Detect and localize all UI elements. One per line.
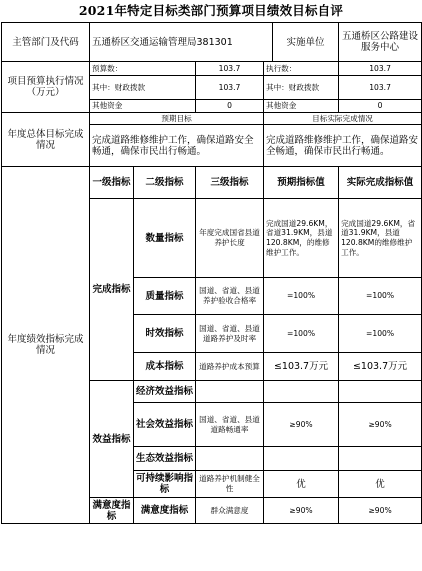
cost-lvl3: 道路养护成本预算 [196, 353, 264, 381]
actual-goal-header: 目标实际完成情况 [264, 113, 422, 125]
cost-expected: ≤103.7万元 [264, 353, 339, 381]
economic-actual [339, 381, 422, 403]
economic-lvl3 [196, 381, 264, 403]
timeliness-indicator: 时效指标 [134, 315, 196, 353]
quality-lvl3: 国道、省道、县道养护验收合格率 [196, 278, 264, 315]
quality-indicator: 质量指标 [134, 278, 196, 315]
fiscal-planned-value: 103.7 [196, 76, 264, 100]
other-executed-value: 0 [339, 100, 422, 113]
satisfaction-expected: ≥90% [264, 498, 339, 524]
ecological-expected [264, 447, 339, 471]
budget-label: 项目预算执行情况（万元） [2, 62, 90, 113]
dept-value: 五通桥区交通运输管理局381301 [90, 23, 273, 62]
actual-goal-text: 完成道路维修维护工作，确保道路安全畅通，确保市民出行畅通。 [264, 125, 422, 167]
impl-label: 实施单位 [273, 23, 339, 62]
self-evaluation-table [1, 22, 422, 524]
budget-planned-label: 预算数： [90, 62, 196, 76]
ecological-actual [339, 447, 422, 471]
header-level2: 二级指标 [134, 167, 196, 199]
sustainable-expected: 优 [264, 471, 339, 498]
quantity-indicator: 数量指标 [134, 199, 196, 278]
quality-expected: =100% [264, 278, 339, 315]
overall-label: 年度总体目标完成情况 [2, 113, 90, 167]
quantity-lvl3: 年度完成国省县道养护长度 [196, 199, 264, 278]
budget-planned-value: 103.7 [196, 62, 264, 76]
budget-executed-label: 执行数： [264, 62, 339, 76]
economic-expected [264, 381, 339, 403]
fiscal-executed-value: 103.7 [339, 76, 422, 100]
social-expected: ≥90% [264, 403, 339, 447]
cost-actual: ≤103.7万元 [339, 353, 422, 381]
dept-label: 主管部门及代码 [2, 23, 90, 62]
timeliness-expected: =100% [264, 315, 339, 353]
fiscal-planned-label: 其中：财政拨款 [90, 76, 196, 100]
expected-goal-text: 完成道路维修维护工作，确保道路安全畅通，确保市民出行畅通。 [90, 125, 264, 167]
sustainable-indicator: 可持续影响指标 [134, 471, 196, 498]
social-actual: ≥90% [339, 403, 422, 447]
expected-goal-header: 预期目标 [90, 113, 264, 125]
header-level1: 一级指标 [90, 167, 134, 199]
budget-executed-value: 103.7 [339, 62, 422, 76]
output-indicator-label: 完成指标 [90, 199, 134, 381]
header-expected-value: 预期指标值 [264, 167, 339, 199]
quality-actual: =100% [339, 278, 422, 315]
other-planned-value: 0 [196, 100, 264, 113]
ecological-indicator: 生态效益指标 [134, 447, 196, 471]
timeliness-actual: =100% [339, 315, 422, 353]
other-executed-label: 其他资金 [264, 100, 339, 113]
header-level3: 三级指标 [196, 167, 264, 199]
page-title: 2021年特定目标类部门预算项目绩效目标自评 [78, 3, 344, 18]
timeliness-lvl3: 国道、省道、县道道路养护及时率 [196, 315, 264, 353]
quantity-expected: 完成国道29.6KM，省道31.9KM，县道120.8KM，的维修维护工作。 [264, 199, 339, 278]
satisfaction-actual: ≥90% [339, 498, 422, 524]
ecological-lvl3 [196, 447, 264, 471]
social-lvl3: 国道、省道、县道道路畅通率 [196, 403, 264, 447]
fiscal-executed-label: 其中：财政拨款 [264, 76, 339, 100]
impl-value: 五通桥区公路建设服务中心 [339, 23, 422, 62]
economic-indicator: 经济效益指标 [134, 381, 196, 403]
cost-indicator: 成本指标 [134, 353, 196, 381]
satisfaction-lvl2: 满意度指标 [134, 498, 196, 524]
satisfaction-indicator-label: 满意度指标 [90, 498, 134, 524]
sustainable-lvl3: 道路养护机制健全性 [196, 471, 264, 498]
satisfaction-lvl3: 群众满意度 [196, 498, 264, 524]
quantity-actual: 完成国道29.6KM，省道31.9KM，县道120.8KM的维修维护工作。 [339, 199, 422, 278]
performance-label: 年度绩效指标完成情况 [2, 167, 90, 524]
social-indicator: 社会效益指标 [134, 403, 196, 447]
other-planned-label: 其他资金 [90, 100, 196, 113]
benefit-indicator-label: 效益指标 [90, 381, 134, 498]
sustainable-actual: 优 [339, 471, 422, 498]
header-actual-value: 实际完成指标值 [339, 167, 422, 199]
